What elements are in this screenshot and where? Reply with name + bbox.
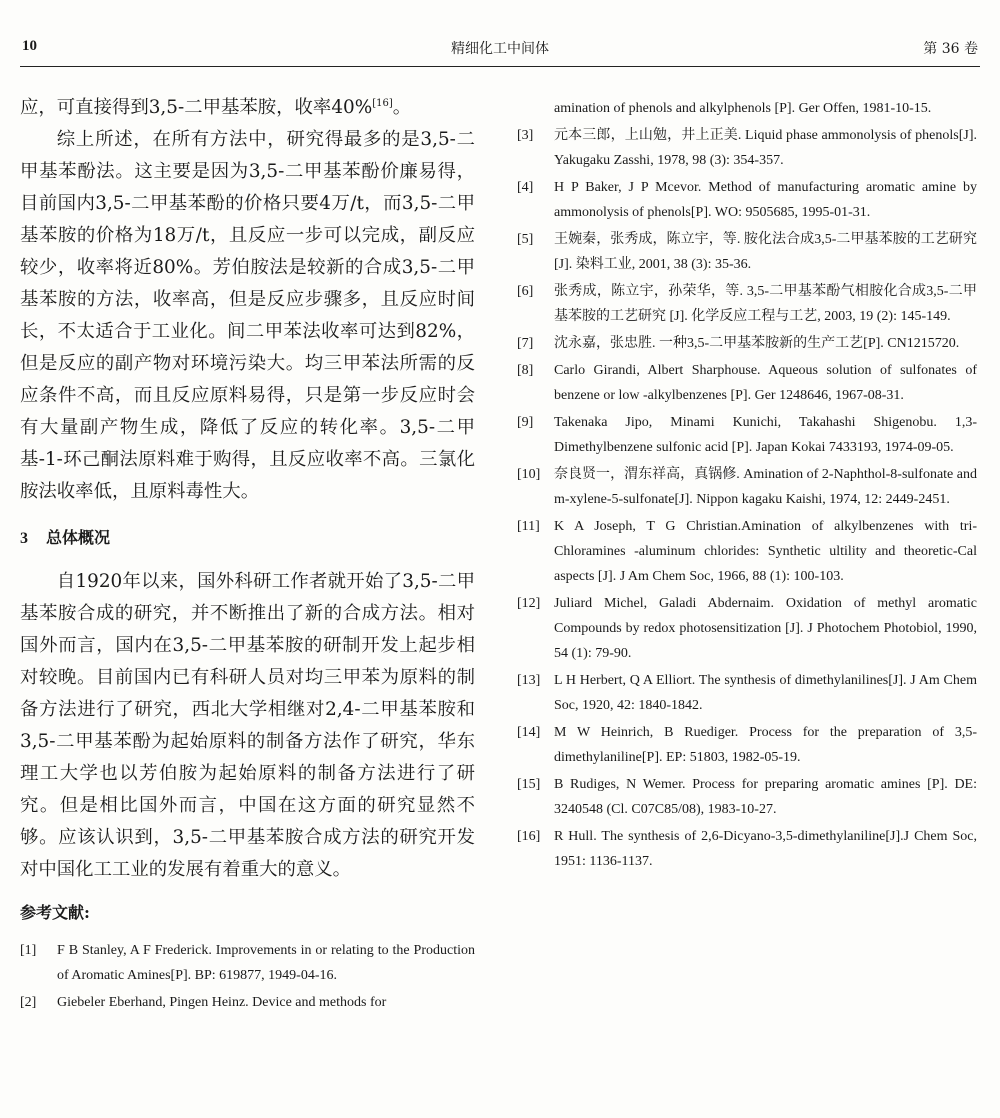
reference-item: [3] 元本三郎，上山勉，井上正美. Liquid phase ammonolysis of phenols[J]. Yakugaku Zasshi, 1978, 98 (3): 354-357. xyxy=(517,128,977,168)
left-column xyxy=(20,92,475,1017)
reference-item: [6] 张秀成，陈立宇，孙荣华，等. 3,5-二甲基苯酚气相胺化合成3,5-二甲基苯胺的工艺研究 [J]. 化学反应工程与工艺, 2003, 19 (2): 145-149. xyxy=(517,284,977,324)
paragraph-2: 综上所述，在所有方法中，研究得最多的是3,5-二甲基苯酚法。这主要是因为3,5-二甲基苯酚价廉易得，目前国内3,5-二甲基苯酚的价格只要4万/t，而3,5-二甲基苯胺的价格为18万/t，且反应一步可以完成，副反应较少，收率将近80%。芳伯胺法是较新的合成3,5-二甲基苯胺的方法，收率高，但是反应步骤多，且反应时间长，不太适合于工业化。间二甲苯法收率可达到82%，但是反应的副产物对环境污染大。均三甲苯法所需的反应条件不高，而且反应原料易得，只是第一步反应时会有大量副产物生成，降低了反应的转化率。3,5-二甲基-1-环己酮法原料难于购得，且反应收率不高。三氯化胺法收率低，且原料毒性大。 xyxy=(20,129,475,502)
reference-item: [14] M W Heinrich, B Ruediger. Process for the preparation of 3,5-dimethylaniline[P]. EP: 51803, 1982-05-19. xyxy=(517,725,977,765)
reference-item: [4] H P Baker, J P Mcevor. Method of manufacturing aromatic amine by ammonolysis of phenols[P]. WO: 9505685, 1995-01-31. xyxy=(517,180,977,220)
section-number: 3 xyxy=(20,530,28,547)
running-header xyxy=(20,38,980,60)
reference-item: [15] B Rudiges, N Wemer. Process for preparing aromatic amines [P]. DE: 3240548 (Cl. C07C85/08), 1983-10-27. xyxy=(517,777,977,817)
reference-item: [7] 沈永嘉，张忠胜. 一种3,5-二甲基苯胺新的生产工艺[P]. CN1215720. xyxy=(517,336,960,351)
reference-item: [1] F B Stanley, A F Frederick. Improvements in or relating to the Production of Aromatic Amines[P]. BP: 619877, 1949-04-16. xyxy=(20,943,475,983)
reference-item: [8] Carlo Girandi, Albert Sharphouse. Aqueous solution of sulfonates of benzene or low -alkylbenzenes [P]. Ger 1248646, 1967-08-31. xyxy=(517,363,977,403)
reference-item: [12] Juliard Michel, Galadi Abdernaim. Oxidation of methyl aromatic Compounds by redox photosensitization [J]. J Photochem Photobiol, 1990, 54 (1): 79-90. xyxy=(517,596,977,661)
volume-label: 第 36 卷 xyxy=(923,41,978,57)
reference-item: amination of phenols and alkylphenols [P]. Ger Offen, 1981-10-15. xyxy=(554,101,932,116)
reference-item: [13] L H Herbert, Q A Elliort. The synthesis of dimethylanilines[J]. J Am Chem Soc, 1920, 42: 1840-1842. xyxy=(517,673,977,713)
page-number: 10 xyxy=(22,38,37,54)
reference-item: [10] 奈良贤一，渭东祥高，真锅修. Amination of 2-Naphthol-8-sulfonate and m-xylene-5-sulfonate[J]. Nippon kagaku Kaishi, 1974, 12: 2449-2451. xyxy=(517,467,977,507)
citation-16: [16] xyxy=(372,97,393,109)
paragraph-1: 应，可直接得到3,5-二甲基苯胺，收率40%[16]。 xyxy=(20,97,412,118)
right-column xyxy=(517,96,977,876)
section-title: 总体概况 xyxy=(46,528,111,547)
journal-title: 精细化工中间体 xyxy=(451,41,549,57)
reference-item: [9] Takenaka Jipo, Minami Kunichi, Takahashi Shigenobu. 1,3-Dimethylbenzene sulfonic acid [P]. Japan Kokai 7433193, 1974-09-05. xyxy=(517,415,977,455)
reference-item: [5] 王婉秦，张秀成，陈立宇，等. 胺化法合成3,5-二甲基苯胺的工艺研究[J]. 染料工业, 2001, 38 (3): 35-36. xyxy=(517,232,977,272)
reference-item: [11] K A Joseph, T G Christian.Amination of alkylbenzenes with tri-Chloramines -aluminum chlorides: Synthetic ultility and theoretic-Cal aspects [J]. J Am Chem Soc, 1966, 88 (1): 100-103. xyxy=(517,519,977,584)
reference-list-left xyxy=(20,938,475,1015)
reference-item: [2] Giebeler Eberhand, Pingen Heinz. Device and methods for xyxy=(20,995,387,1010)
references-heading: 参考文献: xyxy=(20,903,90,922)
section-heading xyxy=(20,522,475,554)
paragraph-3: 自1920年以来，国外科研工作者就开始了3,5-二甲基苯胺合成的研究，并不断推出了新的合成方法。相对国外而言，国内在3,5-二甲基苯胺的研制开发上起步相对较晚。目前国内已有科研人员对均三甲苯为原料的制备方法进行了研究，西北大学相继对2,4-二甲基苯胺和3,5-二甲基苯酚为起始原料的制备方法作了研究，华东理工大学也以芳伯胺为起始原料的制备方法进行了研究。但是相比国外而言，中国在这方面的研究显然不够。应该认识到，3,5-二甲基苯胺合成方法的研究开发对中国化工工业的发展有着重大的意义。 xyxy=(20,571,475,880)
header-rule xyxy=(20,66,980,67)
reference-item: [16] R Hull. The synthesis of 2,6-Dicyano-3,5-dimethylaniline[J].J Chem Soc, 1951: 1136-1137. xyxy=(517,829,977,869)
